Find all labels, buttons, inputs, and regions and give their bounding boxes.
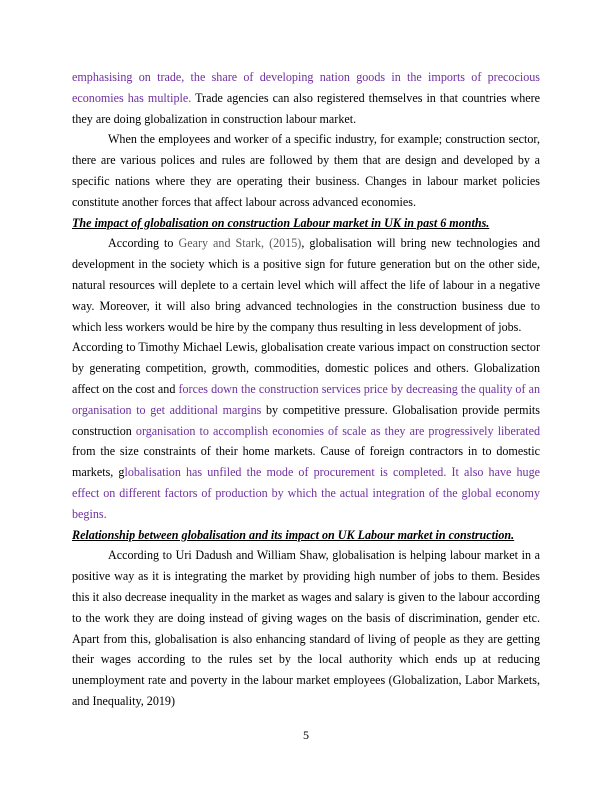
document-page [72,67,540,712]
section-heading-1: The impact of globalisation on construction Labour market in UK in past 6 months. [72,215,490,230]
paragraph-2 [72,129,540,212]
highlighted-text: lobalisation has unfiled the mode of procurement is completed. It also have huge effect on different factors of production by which the actual integration of the global economy begins. [72,465,540,521]
paragraph-3 [72,233,540,337]
section-heading-2: Relationship between globalisation and its impact on UK Labour market in construction. [72,527,515,542]
body-text: When the employees and worker of a specific industry, for example; construction sector, there are various polices and rules are followed by them that are design and developed by a specific nations where they are operating their business. Changes in labour market policies constitute another forces that affect labour across advanced economies. [72,132,540,209]
paragraph-4 [72,337,540,524]
page-number: 5 [303,728,309,742]
body-text: According to Timothy Michael Lewis, globalisation create various impact on construction sector by generating competition, growth, commodities, domestic polices and others. Globalization affect on the cost and [72,340,540,396]
body-text: Trade agencies can also registered themselves in that countries where they are doing globalization in construction labour market. [72,90,540,126]
body-text: According to [108,236,179,251]
citation: Geary and Stark, (2015) [178,236,302,251]
body-text: According to Uri Dadush and William Shaw, globalisation is helping labour market in a positive way as it is integrating the market by providing high number of jobs to them. Besides this it also decrease inequality in the market as wages and salary is given to the labour according to the work they are doing instead of giving wages on the basis of discrimination, gender etc. Apart from this, globalisation is also enhancing standard of living of people as they are getting their wages according to the rules set by the local authority which ends up at reducing unemployment rate and poverty in the labour market employees (Globalization, Labor Markets, and Inequality, 2019) [72,548,540,708]
highlighted-text: organisation to accomplish economies of scale as they are progressively liberated [135,423,540,438]
highlighted-text: forces down the construction services price by decreasing the quality of an organisation to get additional margins [72,381,540,417]
body-text: , globalisation will bring new technologies and development in the society which is a positive sign for future generation but on the other side, natural resources will deplete to a certain level which will affect the life of labour in a negative way. Moreover, it will also bring advanced technologies in the construction business due to which less workers would be hire by the company thus resulting in less development of jobs. [72,236,540,334]
paragraph-1 [72,67,540,129]
body-text: by competitive pressure. Globalisation provide permits construction [72,402,540,438]
body-text: from the size constraints of their home markets. Cause of foreign contractors in to domestic markets, g [72,444,540,480]
paragraph-5 [72,545,540,711]
highlighted-text: emphasising on trade, the share of developing nation goods in the imports of precocious economies has multiple. [72,70,540,105]
